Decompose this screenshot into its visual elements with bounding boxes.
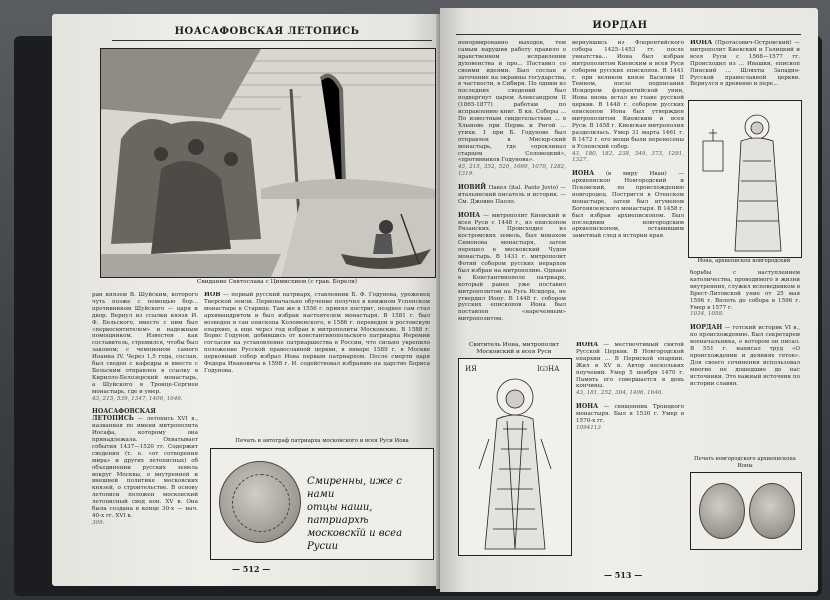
seal-caption: Печать новгородского архиепископа Ионы <box>694 456 796 469</box>
saint-figure-drawing <box>459 359 571 555</box>
patriarch-autograph <box>307 475 431 553</box>
right-column-2-lower <box>576 342 684 566</box>
left-page-header: НОАСАФОВСКАЯ ЛЕТОПИСЬ <box>174 26 360 37</box>
entry-text-iona-metropolitan: — митрополит Киевский и всея Руси с 1448 г., из епископов Рязанских. Происходил из костромских земель, был монахом Симонова монастыря, затем перешел в московский Чудов монастырь. В 1431 г. митрополит Фотий собором русских иерархов был избран на митрополию. Однако в Константинополе патриарх, который ранее уже поставил митрополитом на Русь Исидора, не утвердил Иону. В 1448 г. собором русских епископов Иона был поставлен «нареченным» митрополитом. <box>458 212 566 323</box>
engraving-illustration <box>100 48 436 278</box>
engraving-caption: Свидание Святослава с Цимисхием (с грав. Бореля) <box>196 279 358 285</box>
archbishop-icon <box>688 100 802 258</box>
entry-references: 309. <box>92 519 105 526</box>
header-rule <box>456 34 801 35</box>
signature-caption: Печать и автограф патриарха московского и всея Руси Иова <box>235 438 409 444</box>
entry-text-ioasaf-chronicle: — летопись XVI в., названная по имени митрополита Иосафа, которому она принадлежала. Охватывает события 1437—1520 гг. Содержит сведения (т. е. «от сотворения мира» и других летописных) об объединении русских земель вокруг Москвы, о внутренней и внешней политике московских князей, о строительстве. В основу летописи положен московский летописный свод кон. XV в. Она была создана в конце 30-х — нач. 40-х гг. XVI в. <box>92 416 198 519</box>
icon-label-left: ИЯ <box>465 365 477 373</box>
archbishop-icon-caption: Иона, архиепископ новгородский <box>697 258 791 264</box>
right-page-header: ИОРДАН <box>592 20 648 31</box>
seal-inner-ring <box>232 474 290 532</box>
col3-text: борьбы с наступлением католичества, проводимого в жизни внутренних, служил исповедником в Брест-Литовской уние от 25 мая 1596 г. Вплоть до собора в 1596 г. Умер в 1577 г. <box>690 270 800 311</box>
entry-title-ioasaf-chronicle: НОАСАФОВСКАЯ ЛЕТОПИСЬ <box>92 408 156 423</box>
col1-text: ненормированно выходов, тем самым нарушив работу правило о нравственном исправлении духовенства и про... Поставил со своими идеями. Был сослан в заточение на окраины государства, в частности, в Сибири. По одним из последних сведений был подвергнут царем Александром II (1865-1877) работам по исправлению книг. В кн. Соборы ... По известным свидетельствам ... в Хлынове при Пермь и Ригой ... утихи. 1 при Б. Годунове был отправлен в Мисюр-ский монастырь, где «проклинал старцем Соловецкий», «противников Годунова». <box>458 40 566 164</box>
entry-text-iov: — первый русский патриарх, ставленник Б. Ф. Годунова, уроженец Тверской земли. Первоначально обучение получил в книжном Успенском монастыре в Старице. Там же в 1556 г. принял постриг, позднее сам стал архимандритом и был избран настоятелем монастыря. В 1581 г. был возведен в сан епископа Коломенского, в 1586 г. переведен в ростовскую епархию, а еще через год избран в митрополиты Московские. В 1588 г. Борис Годунов, добившись от константинопольского патриарха Иеремии согласия на установление патриаршества в России, что сильно укрепило положение Русской православной церкви, в январе 1589 г. в Москве церковный собор избрал Иова первым патриархом. После смерти царя Федора Ивановича в 1598 г. И. содействовал избранию на царство Бориса Годунова. <box>204 292 430 374</box>
archbishop-figure-drawing <box>689 101 801 257</box>
icon-label-right: ІѠНА <box>537 365 560 373</box>
entry-title-iona-protasovich: ИОНА <box>690 40 713 46</box>
col1-references: 43, 215, 539, 1347, 1406, 1646. <box>92 395 183 402</box>
left-page <box>52 14 440 586</box>
right-page-number: — 513 — <box>604 570 643 580</box>
right-column-3 <box>690 40 800 100</box>
right-column-1 <box>458 40 566 340</box>
col1-references: 43, 215, 352, 520, 1069, 1070, 1282, 1319. <box>458 164 566 178</box>
entry-title-iovij: ИОВИЙ <box>458 184 487 192</box>
entry-text-iordan: — готский историк VI в., по происхождению. Был секретарем военачальника, о котором он писал. В 551 г. написал труд «О происхождении и деяниях гетов». Для своего сочинения использовал многие не дошедшие до нас источники. Это важный источник по истории славян. <box>690 325 800 387</box>
entry-title-iov: ИОВ <box>204 292 221 298</box>
saint-iona-icon <box>458 358 572 556</box>
header-rule <box>112 40 432 41</box>
entry-text-iona-saint: — местночтимый святой Русской Церкви. В Новгородской епархии ... В Пермской епархии. Жил в XV в. Автор нескольких поучений. Умер 5 ноября 1470 г. Память его совершается в день кончины. <box>576 342 684 390</box>
col2-text: вернувшись из Флорентийского собора 1425–1453 гг. после униатства... Иона был избран митрополитом Киевским и всея Руси собором русских епископов. В 1441 г. при великом князе Василии II Темном, после подписания Исидором флорентийской унии, Иона вновь встал во главе русской церкви. В 1448 г. собором русских епископов Иона был утвержден митрополитом Киевским и всея Руси. В 1458 г. Киевская митрополия разделилась. Умер 31 марта 1461 г. В 1472 г. его мощи были перенесены в Успенский собор. <box>572 40 684 150</box>
patriarch-seal <box>219 461 301 543</box>
entry-text-iona-priest: — священник Троицкого монастыря. Был в 1530 г. Умер в 1570-х гг. <box>576 404 684 424</box>
autograph-line-3: московскїй и всеа Русии <box>307 528 403 552</box>
left-page-number: — 512 — <box>232 564 271 574</box>
entry-title-iona-saint: ИОНА <box>576 342 599 348</box>
col2-references: 43, 180, 182, 238, 349, 373, 1291, 1327. <box>572 150 684 164</box>
archbishop-seal-box <box>690 472 802 550</box>
right-column-3-lower <box>690 270 800 450</box>
entry-references: 1094113 <box>576 424 601 431</box>
seal-reverse <box>749 483 795 539</box>
left-column-2 <box>204 292 430 436</box>
entry-references: 43, 181, 252, 304, 1406, 1646. <box>576 390 664 397</box>
entry-text-iona-archbishop: (в миру Иван) — архиепископ Новгородский и Псковский, по происхождению новгородец. Постригся в Отенском монастыре, затем был игуменом Богоявленского монастыря. В 1458 г. был избран архиепископом. Был последним новгородским архиепископом, оставившим заметный след в истории края. <box>572 171 684 240</box>
entry-text-iona-protasovich: (Протасович-Островский) — митрополит Киевский и Галицкий и всея Руси с 1568—1577 гг. Происходил из ... Ивашки, епископ Пинский ... Шляхты Западно-Русской православной церкви. Вернулся в древнюю и пере... <box>690 40 800 88</box>
col1-text: ран князем В. Шуйским, которого чуть позже с помощью бор... противником Шуйского — царя и двор. Вернул из ссылки князя И. Ф. Бельского, вместе с ним был «первосвятителем» и надежным помощником. Известен как составитель, стремился, чтобы был законом; с чемпионом самого Иоанна IV. Через 1,5 года, сослан, был сведен с кафедры и вместе с Бельским отправлен в ссылку в Кирилло-Белозерский монастырь, а Шуйского в Троице-Сергиев монастырь, где и умер. <box>92 292 198 395</box>
entry-title-iona-metropolitan: ИОНА <box>458 211 481 219</box>
seal-obverse <box>699 483 745 539</box>
entry-title-iona-priest: ИОНА <box>576 403 599 411</box>
entry-text-iovij: Павел (ital. Paolo Jovio) — итальянский писатель и историк. — См. Джовио Паоло. <box>458 185 566 205</box>
col3-references: 1034, 1058. <box>690 311 724 318</box>
right-column-2 <box>572 40 684 340</box>
entry-title-iordan: ИОРДАН <box>690 324 723 332</box>
left-column-1 <box>92 292 198 554</box>
autograph-line-2: отцы наши, патриархѣ <box>307 502 373 526</box>
entry-title-iona-archbishop: ИОНА <box>572 170 595 178</box>
right-page <box>440 8 818 592</box>
seal-autograph-box <box>210 448 434 560</box>
autograph-line-1: Смиренны, иже с нами <box>307 476 402 500</box>
engraving-scene <box>101 49 435 277</box>
icon-caption: Святитель Иона, митрополит Московский и всея Руси <box>468 342 560 355</box>
